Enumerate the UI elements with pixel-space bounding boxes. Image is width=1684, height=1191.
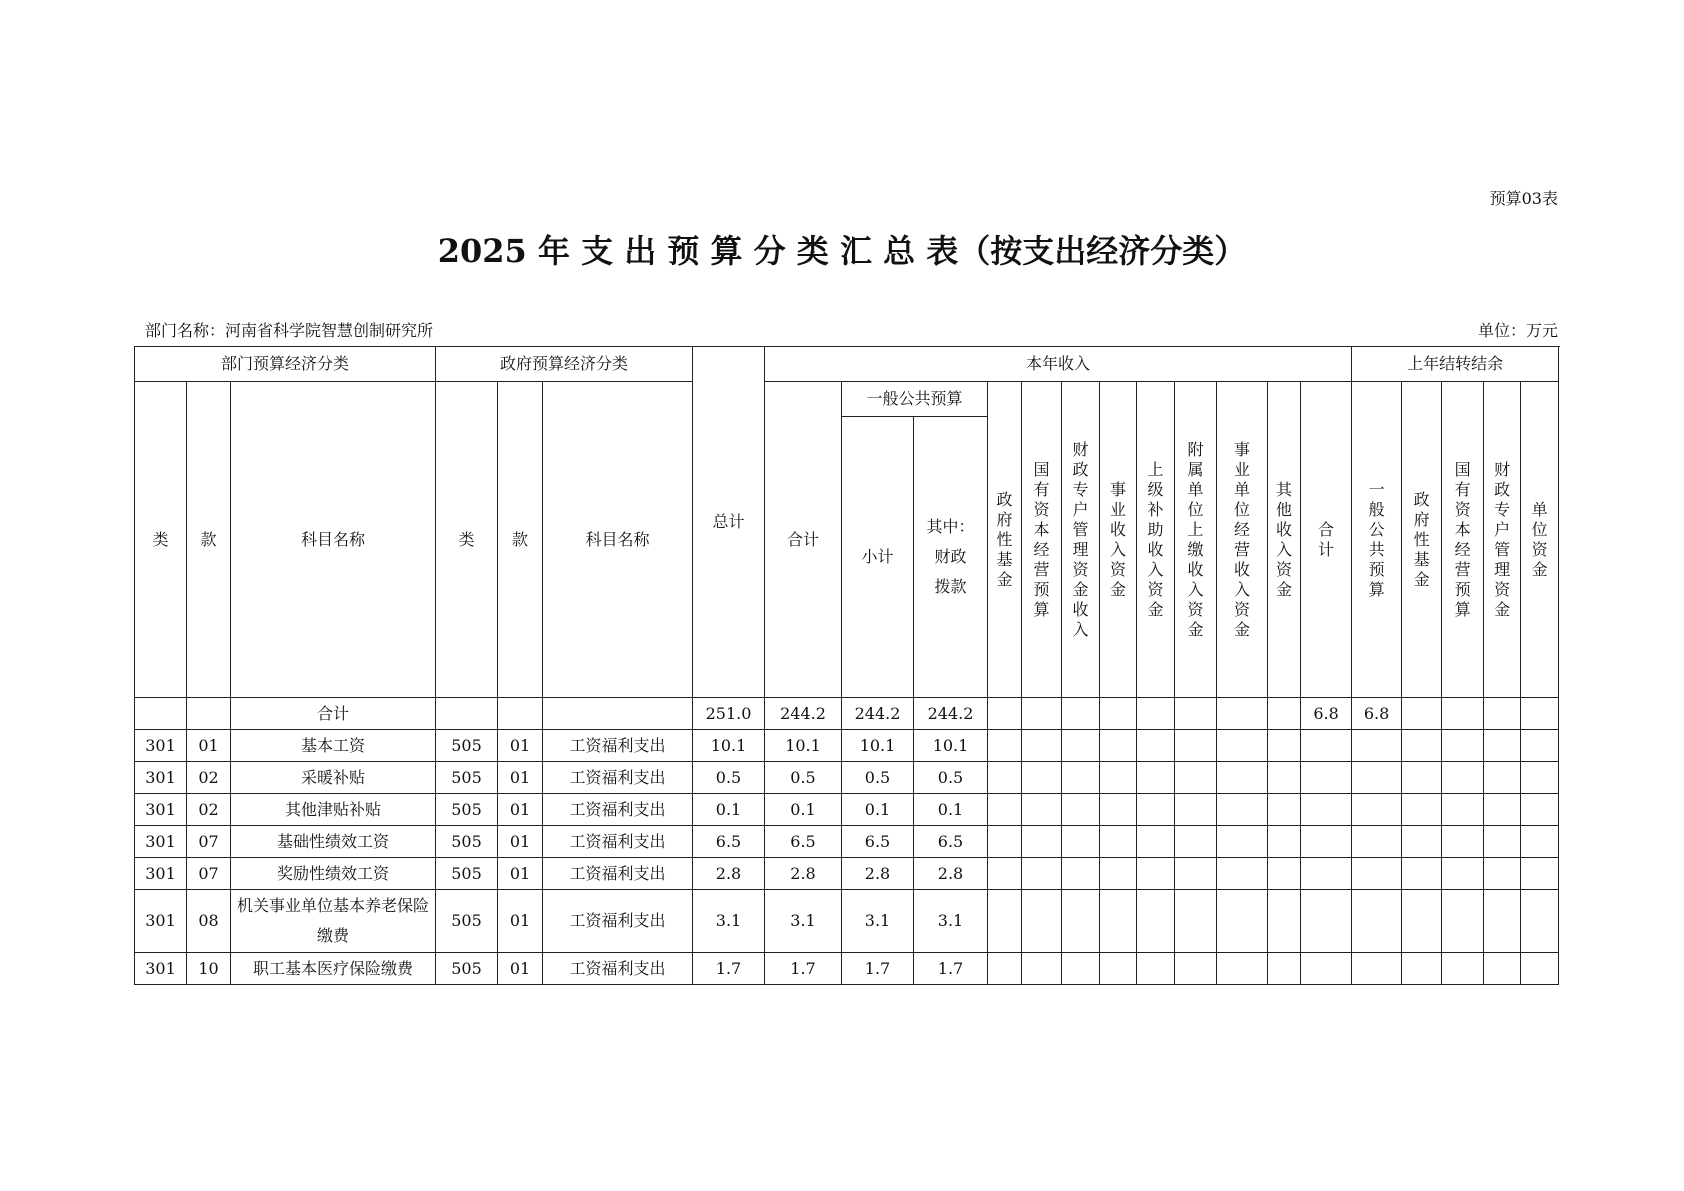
cell-kuan: 08 xyxy=(187,890,231,953)
cell-total: 3.1 xyxy=(693,890,765,953)
cell-subject: 其他津贴补贴 xyxy=(231,794,436,826)
header-state-capital: 国 有 资 本 经 营 预 算 xyxy=(1022,382,1062,698)
header-other-income: 其 他 收 入 资 金 xyxy=(1268,382,1301,698)
cell-fiscal: 6.5 xyxy=(914,826,988,858)
cell-gov-kuan: 01 xyxy=(498,762,543,794)
header-ly-unit-funds: 单 位 资 金 xyxy=(1521,382,1559,698)
cell-gov-kuan: 01 xyxy=(498,953,543,985)
total-label: 合计 xyxy=(231,698,436,730)
cell-heji: 6.5 xyxy=(765,826,842,858)
table-row xyxy=(135,826,1559,858)
cell-gov-kuan: 01 xyxy=(498,730,543,762)
cell-gov-subject: 工资福利支出 xyxy=(543,762,693,794)
header-heji: 合计 xyxy=(765,382,842,698)
cell-xiaoji: 0.1 xyxy=(842,794,914,826)
cell-gov-kuan: 01 xyxy=(498,890,543,953)
header-xiaoji: 小计 xyxy=(842,417,914,698)
header-last-year: 上年结转结余 xyxy=(1352,347,1559,382)
cell-heji: 0.1 xyxy=(765,794,842,826)
table-row xyxy=(135,762,1559,794)
table-row xyxy=(135,858,1559,890)
header-gov-lei: 类 xyxy=(436,382,498,698)
budget-table xyxy=(134,346,1559,985)
header-ly-state-capital: 国 有 资 本 经 营 预 算 xyxy=(1442,382,1484,698)
cell-subject: 采暖补贴 xyxy=(231,762,436,794)
header-fiscal: 其中： 财政 拨款 xyxy=(914,417,988,698)
cell-fiscal: 2.8 xyxy=(914,858,988,890)
cell-lei: 301 xyxy=(135,762,187,794)
cell-lei: 301 xyxy=(135,826,187,858)
cell-xiaoji: 0.5 xyxy=(842,762,914,794)
cell-xiaoji: 6.5 xyxy=(842,826,914,858)
cell-heji: 3.1 xyxy=(765,890,842,953)
cell-gov-kuan: 01 xyxy=(498,826,543,858)
header-superior-subsidy: 上 级 补 助 收 入 资 金 xyxy=(1137,382,1175,698)
page-title: 2025 年 支 出 预 算 分 类 汇 总 表（按支出经济分类） xyxy=(437,232,1247,270)
form-number: 预算03表 xyxy=(1489,189,1558,208)
header-business-operation: 事 业 单 位 经 营 收 入 资 金 xyxy=(1217,382,1268,698)
header-gov-subject: 科目名称 xyxy=(543,382,693,698)
cell-subject: 职工基本医疗保险缴费 xyxy=(231,953,436,985)
cell-kuan: 10 xyxy=(187,953,231,985)
cell-gov-subject: 工资福利支出 xyxy=(543,730,693,762)
header-lei: 类 xyxy=(135,382,187,698)
cell-subject: 基本工资 xyxy=(231,730,436,762)
cell-kuan: 01 xyxy=(187,730,231,762)
header-subject: 科目名称 xyxy=(231,382,436,698)
cell-fiscal: 0.5 xyxy=(914,762,988,794)
cell-subject: 奖励性绩效工资 xyxy=(231,858,436,890)
header-dept-econ: 部门预算经济分类 xyxy=(135,347,436,382)
cell-gov-lei: 505 xyxy=(436,858,498,890)
cell-kuan: 02 xyxy=(187,794,231,826)
cell-gov-lei: 505 xyxy=(436,890,498,953)
header-ly-heji: 合 计 xyxy=(1301,382,1352,698)
cell-total: 2.8 xyxy=(693,858,765,890)
cell-xiaoji: 10.1 xyxy=(842,730,914,762)
total-ly-heji: 6.8 xyxy=(1301,698,1352,730)
cell-gov-lei: 505 xyxy=(436,730,498,762)
cell-total: 6.5 xyxy=(693,826,765,858)
header-business-income: 事 业 收 入 资 金 xyxy=(1100,382,1137,698)
cell-kuan: 07 xyxy=(187,858,231,890)
cell-subject: 基础性绩效工资 xyxy=(231,826,436,858)
cell-xiaoji: 3.1 xyxy=(842,890,914,953)
cell-gov-subject: 工资福利支出 xyxy=(543,794,693,826)
header-current-income: 本年收入 xyxy=(765,347,1352,382)
total-heji: 244.2 xyxy=(765,698,842,730)
header-row-2 xyxy=(135,382,1559,417)
header-ly-general: 一 般 公 共 预 算 xyxy=(1352,382,1402,698)
cell-subject: 机关事业单位基本养老保险缴费 xyxy=(231,890,436,953)
table-row xyxy=(135,730,1559,762)
cell-gov-kuan: 01 xyxy=(498,794,543,826)
unit-label: 单位：万元 xyxy=(1477,321,1558,340)
table-row xyxy=(135,890,1559,953)
cell-gov-lei: 505 xyxy=(436,762,498,794)
header-general-budget: 一般公共预算 xyxy=(842,382,988,417)
cell-gov-lei: 505 xyxy=(436,826,498,858)
cell-gov-subject: 工资福利支出 xyxy=(543,858,693,890)
total-total: 251.0 xyxy=(693,698,765,730)
cell-gov-lei: 505 xyxy=(436,953,498,985)
cell-fiscal: 10.1 xyxy=(914,730,988,762)
total-xiaoji: 244.2 xyxy=(842,698,914,730)
cell-lei: 301 xyxy=(135,730,187,762)
total-row xyxy=(135,698,1559,730)
header-gov-econ: 政府预算经济分类 xyxy=(436,347,693,382)
header-ly-gov-fund: 政 府 性 基 金 xyxy=(1402,382,1442,698)
header-total: 总计 xyxy=(693,347,765,698)
cell-total: 0.1 xyxy=(693,794,765,826)
cell-fiscal: 1.7 xyxy=(914,953,988,985)
cell-heji: 10.1 xyxy=(765,730,842,762)
cell-lei: 301 xyxy=(135,858,187,890)
cell-xiaoji: 1.7 xyxy=(842,953,914,985)
cell-gov-subject: 工资福利支出 xyxy=(543,826,693,858)
header-ly-fiscal-special: 财 政 专 户 管 理 资 金 xyxy=(1484,382,1521,698)
cell-heji: 0.5 xyxy=(765,762,842,794)
cell-xiaoji: 2.8 xyxy=(842,858,914,890)
cell-fiscal: 0.1 xyxy=(914,794,988,826)
header-gov-fund: 政 府 性 基 金 xyxy=(988,382,1022,698)
cell-gov-kuan: 01 xyxy=(498,858,543,890)
data-rows xyxy=(135,730,1559,985)
header-kuan: 款 xyxy=(187,382,231,698)
header-gov-kuan: 款 xyxy=(498,382,543,698)
cell-total: 0.5 xyxy=(693,762,765,794)
department-name: 部门名称：河南省科学院智慧创制研究所 xyxy=(145,321,434,340)
cell-heji: 1.7 xyxy=(765,953,842,985)
header-fiscal-special: 财 政 专 户 管 理 资 金 收 入 xyxy=(1062,382,1100,698)
cell-gov-lei: 505 xyxy=(436,794,498,826)
header-row-1 xyxy=(135,347,1559,382)
total-fiscal: 244.2 xyxy=(914,698,988,730)
header-affiliated-income: 附 属 单 位 上 缴 收 入 资 金 xyxy=(1175,382,1217,698)
cell-kuan: 07 xyxy=(187,826,231,858)
cell-lei: 301 xyxy=(135,953,187,985)
cell-kuan: 02 xyxy=(187,762,231,794)
table-row xyxy=(135,794,1559,826)
total-ly-general: 6.8 xyxy=(1352,698,1402,730)
cell-gov-subject: 工资福利支出 xyxy=(543,953,693,985)
cell-fiscal: 3.1 xyxy=(914,890,988,953)
cell-gov-subject: 工资福利支出 xyxy=(543,890,693,953)
cell-lei: 301 xyxy=(135,890,187,953)
cell-total: 10.1 xyxy=(693,730,765,762)
cell-heji: 2.8 xyxy=(765,858,842,890)
cell-total: 1.7 xyxy=(693,953,765,985)
cell-lei: 301 xyxy=(135,794,187,826)
table-row xyxy=(135,953,1559,985)
